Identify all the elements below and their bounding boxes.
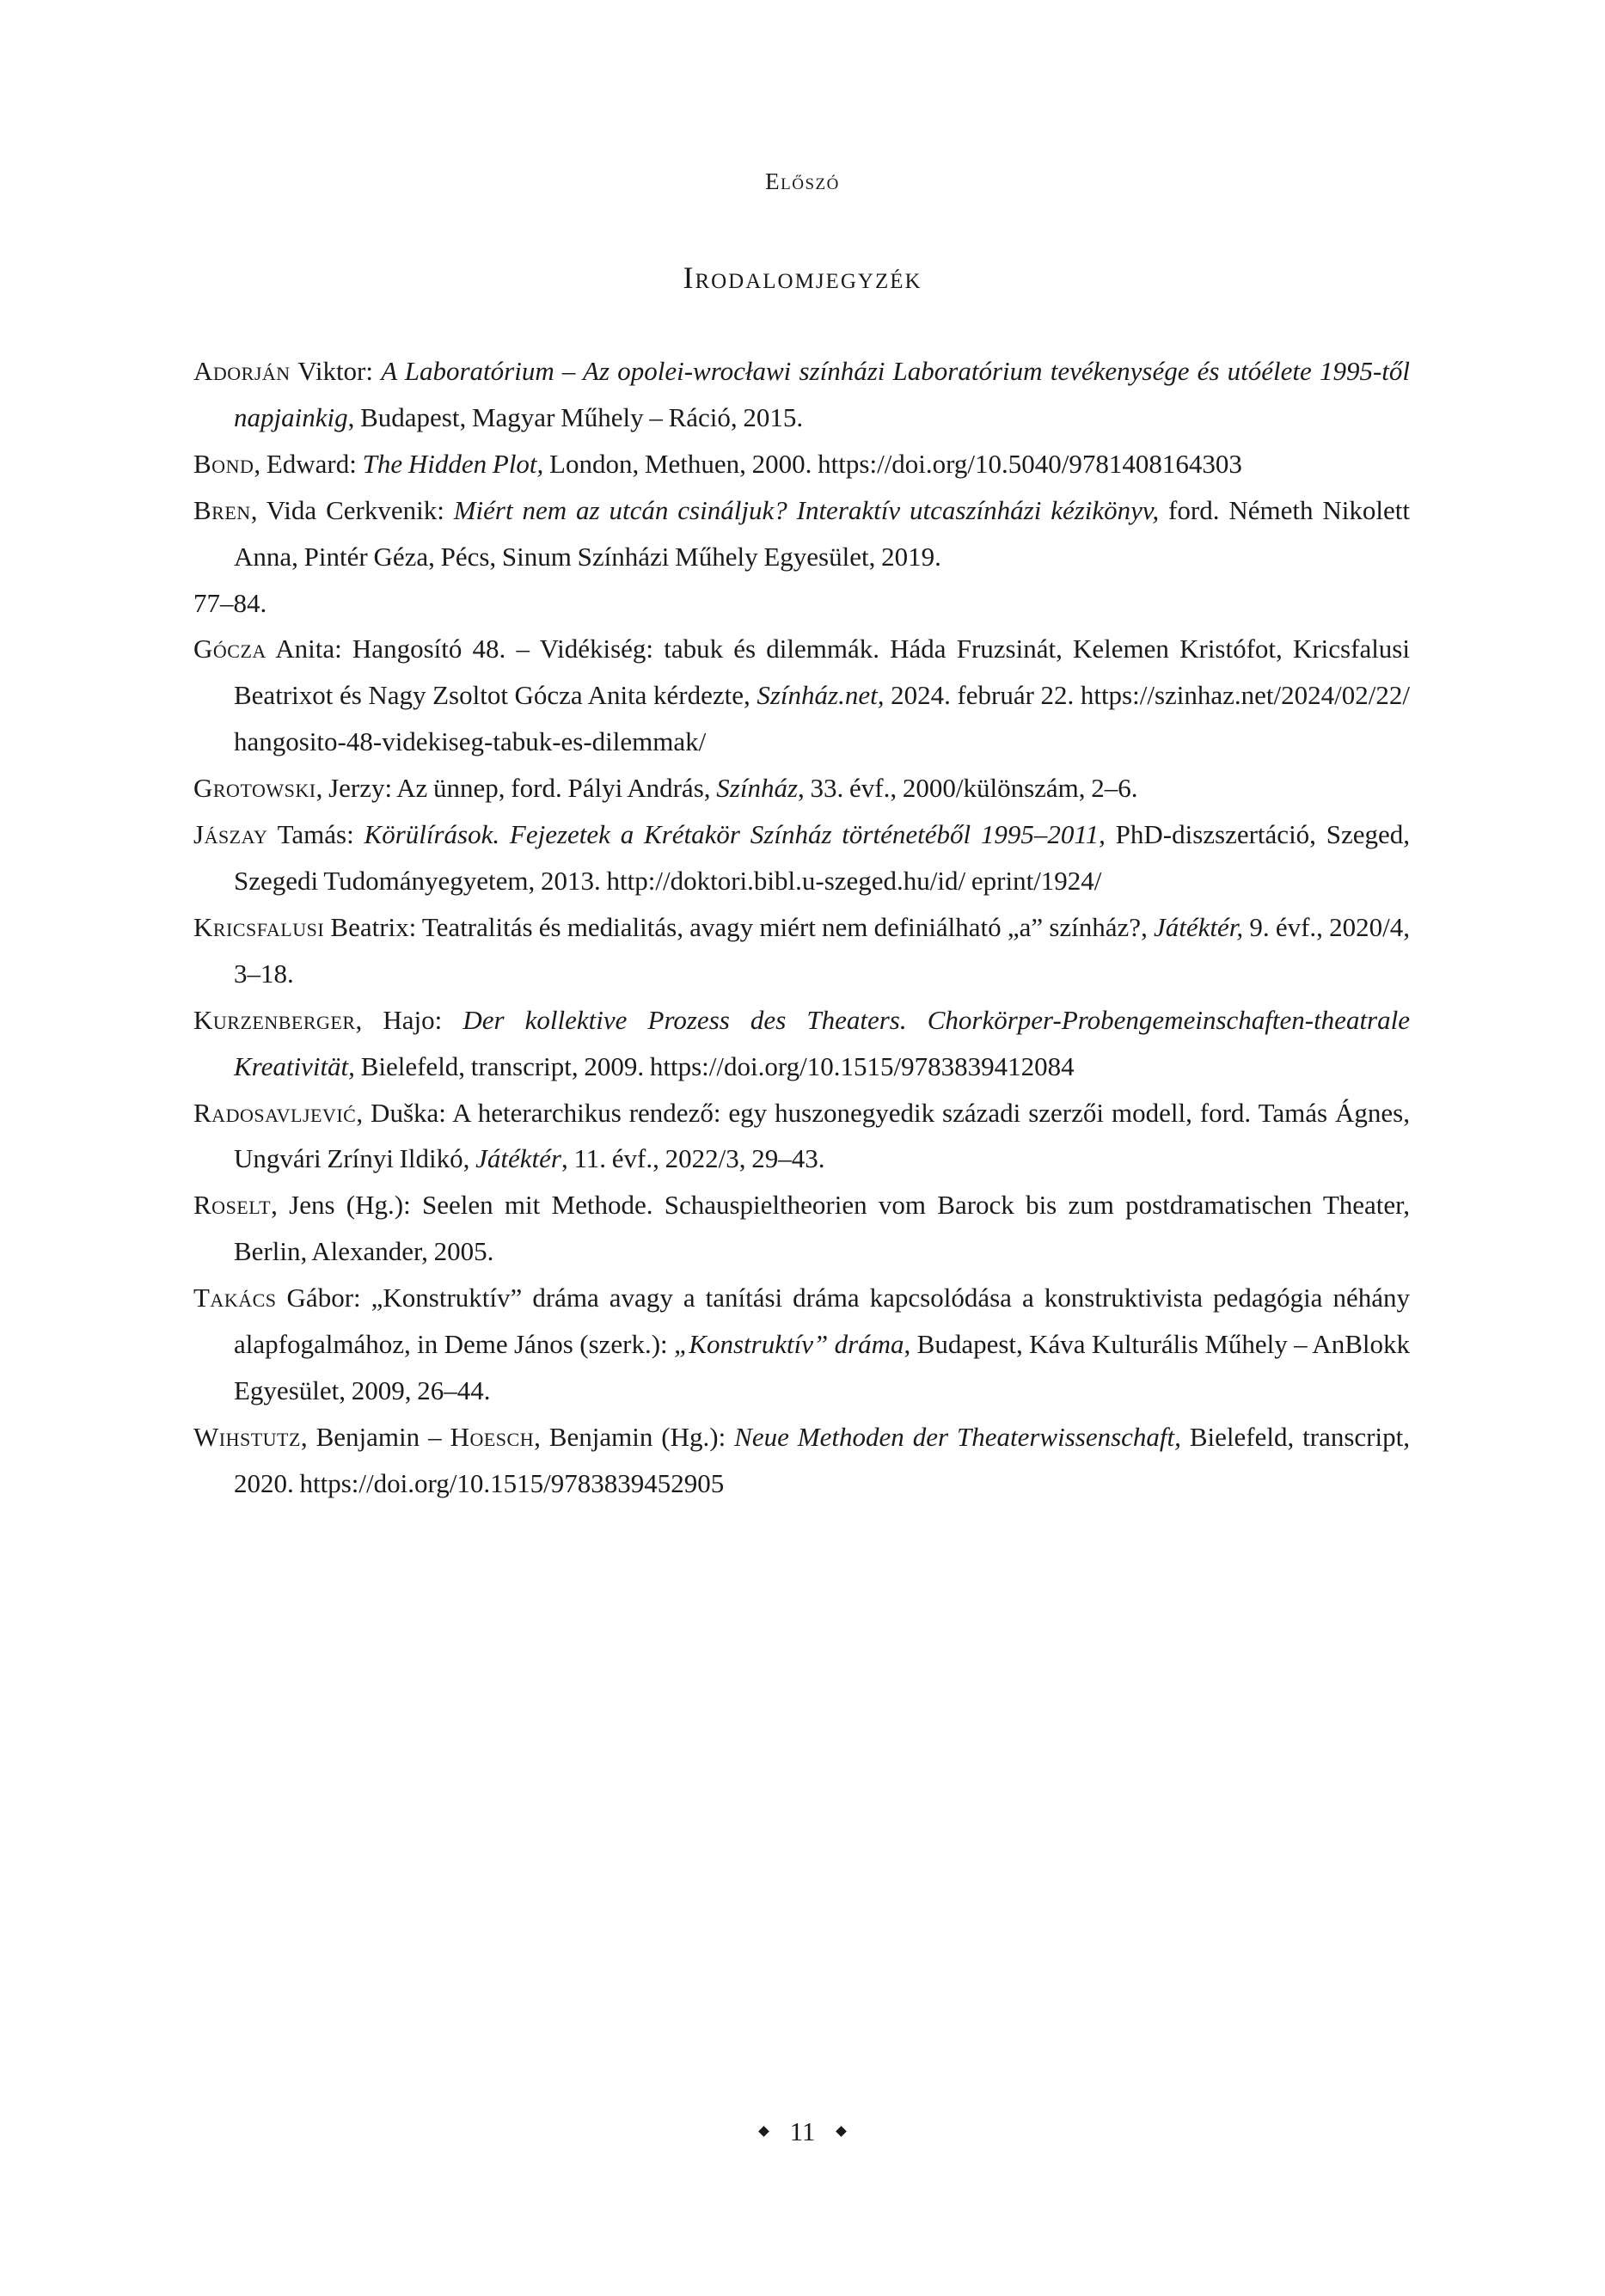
author-rest: Beatrix: — [324, 911, 422, 942]
work-title: Miért nem az utcán csináljuk? Interaktív utcaszínházi kézikönyv, — [453, 494, 1160, 525]
bibliography-entry — [193, 626, 1410, 765]
work-title-plain: Teatralitás és medialitás, avagy miért nem definiálható „a” színház?, — [421, 911, 1155, 942]
publication-info: 2024. február 22. https://szinhaz.net/2024/02/22/hangosito-48-videkiseg-tabuk-es-dilemmak/ — [234, 680, 1410, 757]
running-head: Előszó — [765, 168, 840, 194]
work-title: Körülírások. Fejezetek a Krétakör Színház történetéből 1995–2011, — [364, 819, 1106, 850]
author-surname: Bond — [193, 448, 254, 479]
author2-surname: Hoesch — [450, 1421, 535, 1452]
author2-rest: , Benjamin (Hg.): — [534, 1421, 735, 1452]
work-title-plain: „Konstruktív” dráma avagy a tanítási dráma kapcsolódása a konstruktivista pedagógia néhány alapfogalmához, in Deme János (szerk.): — [234, 1283, 1410, 1360]
journal-title: Színház.net, — [757, 680, 885, 711]
bibliography-entry — [193, 765, 1410, 811]
work-title: The Hidden Plot, — [362, 448, 544, 479]
publication-info: , 11. évf., 2022/3, 29–43. — [561, 1143, 825, 1174]
author-rest: , Benjamin – — [300, 1421, 450, 1452]
bibliography-entry — [193, 487, 1410, 627]
publication-info: 9. évf., 2020/4, 3–18. — [234, 911, 1410, 989]
journal-title: Játéktér — [475, 1143, 561, 1174]
publication-info: , Budapest, Magyar Műhely – Ráció, 2015. — [347, 401, 804, 432]
work-title-plain: Az ünnep, ford. Pályi András, — [396, 773, 717, 804]
author-surname: Takács — [193, 1283, 277, 1313]
section-title: Irodalomjegyzék — [683, 260, 922, 295]
author-surname: Wihstutz — [193, 1421, 301, 1452]
page-number: 11 — [789, 2116, 816, 2146]
author-rest: Tamás: — [267, 819, 364, 850]
author-rest: , Jens (Hg.): — [271, 1190, 422, 1221]
author-rest: Gábor: — [276, 1283, 371, 1313]
journal-title: Színház — [716, 773, 799, 804]
bibliography-entry — [193, 1414, 1410, 1507]
bibliography-entry — [193, 1090, 1410, 1183]
page-range: 77–84. — [193, 587, 267, 618]
work-title: A Laboratórium – Az opolei-wrocławi színházi Laboratórium tevékenysége és utóélete 1995-től napjainkig — [234, 356, 1410, 432]
work-title-plain: A heterarchikus rendező: egy huszonegyedik századi szerzői modell, ford. Tamás Ágnes, Ungvári Zrínyi Ildikó, — [234, 1097, 1410, 1174]
author-surname: Kurzenberger — [193, 1004, 356, 1035]
publication-info: Bielefeld, transcript, 2009. https://doi.org/10.1515/9783839412084 — [354, 1050, 1075, 1081]
publication-info: , Budapest, Káva Kulturális Műhely – AnBlokk Egyesület, 2009, 26–44. — [234, 1329, 1410, 1405]
work-title: Der kollektive Prozess des Theaters. Chorkörper-Probengemeinschaften-theatrale Kreativität, — [234, 1004, 1410, 1081]
author-rest: Viktor: — [290, 356, 382, 386]
author-surname: Bren — [193, 494, 251, 525]
publication-info: , 33. évf., 2000/különszám, 2–6. — [798, 773, 1138, 804]
journal-title: Játéktér, — [1154, 911, 1244, 942]
author-rest: , Jerzy: — [315, 773, 397, 804]
work-title-plain: Seelen mit Methode. Schauspieltheorien vom Barock bis zum postdramatischen Theater, Berlin, Alexander, 2005. — [234, 1190, 1410, 1267]
bibliography-entry — [193, 904, 1410, 997]
author-rest: , Edward: — [254, 448, 363, 479]
author-surname: Kricsfalusi — [193, 911, 325, 942]
bibliography-entry — [193, 441, 1410, 487]
author-surname: Roselt — [193, 1190, 272, 1221]
author-surname: Jászay — [193, 819, 268, 850]
bibliography-entry — [193, 1182, 1410, 1275]
bibliography-list — [193, 348, 1410, 1507]
author-surname: Adorján — [193, 356, 291, 386]
publication-info: London, Methuen, 2000. https://doi.org/10.5040/9781408164303 — [543, 448, 1242, 479]
author-rest: Anita: — [266, 634, 352, 664]
diamond-ornament-icon — [758, 2127, 769, 2138]
diamond-ornament-icon — [836, 2127, 848, 2138]
publication-info: Bielefeld, transcript, 2020. https://doi.org/10.1515/9783839452905 — [234, 1421, 1410, 1498]
book-title: „Konstruktív” dráma — [674, 1329, 904, 1360]
author-surname: Radosavljević — [193, 1097, 357, 1128]
publication-info: ford. Németh Nikolett Anna, Pintér Géza, Pécs, Sinum Színházi Műhely Egyesület, 2019. — [234, 494, 1410, 572]
author-rest: , Vida Cerkvenik: — [250, 494, 454, 525]
author-rest: , Hajo: — [355, 1004, 463, 1035]
page-number-footer — [0, 2116, 1605, 2147]
bibliography-entry — [193, 811, 1410, 904]
author-rest: , Duška: — [356, 1097, 453, 1128]
work-title-plain: Hangosító 48. – Vidékiség: tabuk és dilemmák. Háda Fruzsinát, Kelemen Kristófot, Kricsfalusi Beatrixot és Nagy Zsoltot Gócza Anita kérdezte, — [234, 634, 1410, 711]
publication-info: PhD-diszszertáció, Szeged, Szegedi Tudományegyetem, 2013. http://doktori.bibl.u-szeged.hu/id/ eprint/1924/ — [234, 819, 1410, 896]
author-surname: Gócza — [193, 634, 266, 664]
author-surname: Grotowski — [193, 773, 316, 804]
bibliography-entry — [193, 348, 1410, 441]
bibliography-entry — [193, 997, 1410, 1090]
bibliography-entry — [193, 1275, 1410, 1414]
work-title: Neue Methoden der Theaterwissenschaft, — [734, 1421, 1181, 1452]
